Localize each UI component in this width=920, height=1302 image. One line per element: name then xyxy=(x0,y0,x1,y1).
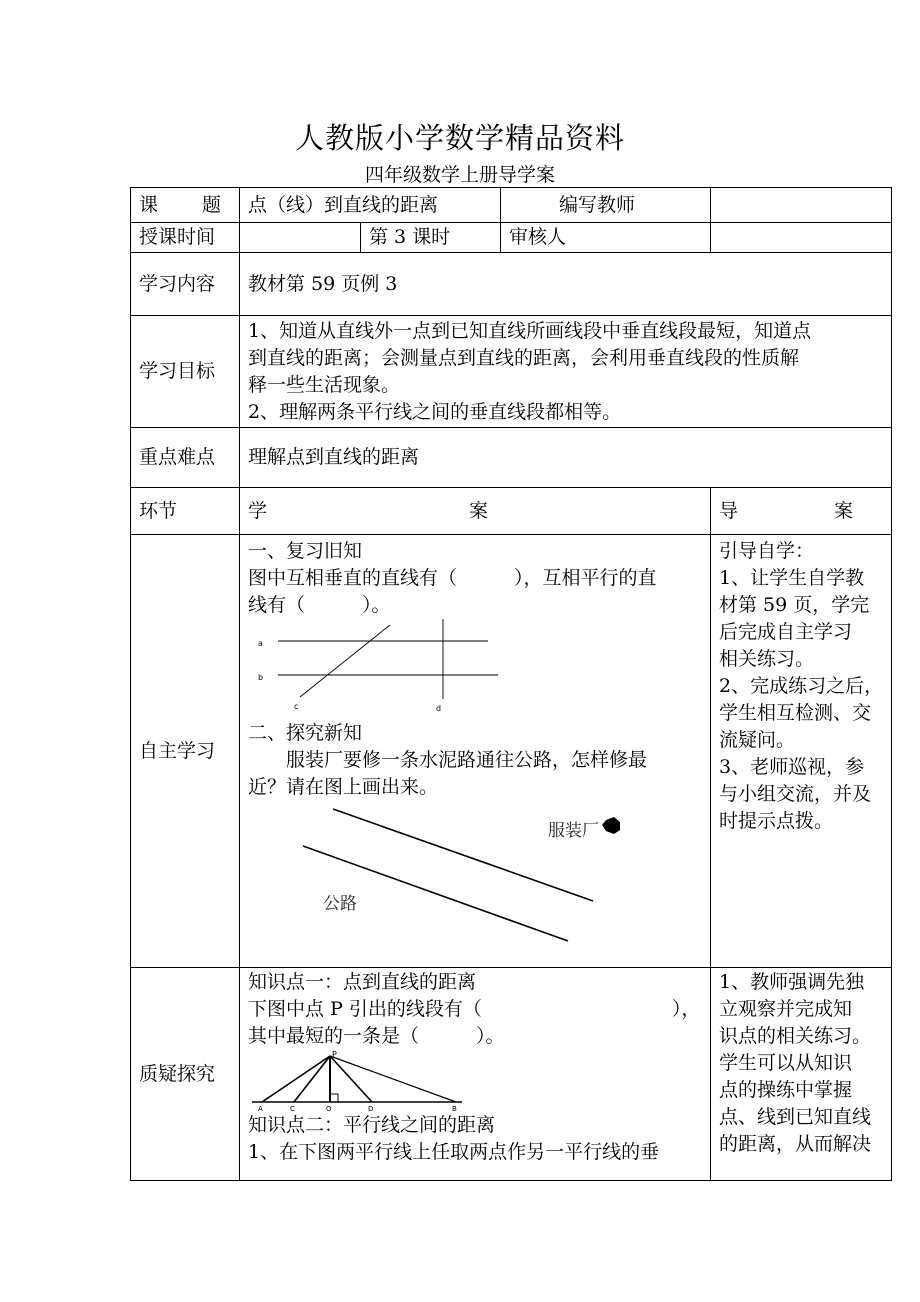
knowledge-point-2-question: 1、在下图两平行线上任取两点作另一平行线的垂 xyxy=(248,1141,660,1163)
self-study-label: 自主学习 xyxy=(131,535,240,968)
point-lines-figure xyxy=(248,1050,468,1112)
review-question: 图中互相垂直的直线有（ ），互相平行的直 xyxy=(248,567,657,589)
segment-pb xyxy=(330,1056,456,1102)
key-value: 理解点到直线的距离 xyxy=(240,428,892,488)
content-value: 教材第 59 页例 3 xyxy=(240,253,892,316)
factory-label: 服装厂 xyxy=(548,821,599,841)
study-header-char-2: 案 xyxy=(469,499,489,522)
guide-line: 学生相互检测、交 xyxy=(719,702,872,724)
guide-line: 材第 59 页，学完 xyxy=(719,594,870,616)
study-header-char-1: 学 xyxy=(248,499,268,522)
row-time xyxy=(131,223,892,253)
knowledge-point-2-title: 知识点二：平行线之间的距离 xyxy=(248,1114,496,1136)
guide-line: 后完成自主学习 xyxy=(719,621,853,643)
row-goals xyxy=(131,316,892,428)
inquiry-content xyxy=(240,968,711,1181)
guide-plan-header xyxy=(711,488,892,535)
key-label: 重点难点 xyxy=(131,428,240,488)
knowledge-point-1-title: 知识点一：点到直线的距离 xyxy=(248,971,477,993)
guide-line: 引导自学： xyxy=(719,540,815,562)
row-topic xyxy=(131,188,892,223)
time-label: 授课时间 xyxy=(131,223,240,253)
document-title: 人教版小学数学精品资料 xyxy=(294,121,625,155)
reviewer-label: 审核人 xyxy=(501,223,711,253)
label-c: C xyxy=(290,1105,295,1112)
explore-title: 二、探究新知 xyxy=(248,722,363,744)
reviewer-value xyxy=(711,223,892,253)
study-plan-header xyxy=(240,488,711,535)
lines-figure xyxy=(248,619,498,714)
label-b: B xyxy=(452,1105,457,1112)
guide-line: 识点的相关练习。 xyxy=(719,1025,872,1047)
line-c xyxy=(300,625,390,697)
label-c: c xyxy=(294,702,299,711)
inquiry-label: 质疑探究 xyxy=(131,968,240,1181)
segment-pc xyxy=(294,1056,330,1102)
author-label: 编写教师 xyxy=(501,188,711,223)
self-study-content xyxy=(240,535,711,968)
guide-line: 流疑问。 xyxy=(719,729,796,751)
knowledge-point-1-question: 其中最短的一条是（ ）。 xyxy=(248,1025,505,1047)
goal-line: 1、知道从直线外一点到已知直线所画线段中垂直线段最短，知道点 xyxy=(248,319,812,342)
guide-line: 的距离，从而解决 xyxy=(719,1133,872,1155)
row-section-head xyxy=(131,488,892,535)
guide-line: 1、教师强调先独 xyxy=(719,971,865,993)
explore-question: 服装厂要修一条水泥路通往公路，怎样修最 xyxy=(286,749,648,771)
label-d: d xyxy=(436,704,442,713)
guide-line: 与小组交流，并及 xyxy=(719,783,872,805)
topic-value: 点（线）到直线的距离 xyxy=(240,188,501,223)
time-value xyxy=(240,223,361,253)
explore-question: 近？请在图上画出来。 xyxy=(248,776,439,798)
row-content xyxy=(131,253,892,316)
document-subtitle: 四年级数学上册导学案 xyxy=(364,164,555,186)
guide-line: 3、老师巡视，参 xyxy=(719,756,865,778)
guide-line: 相关练习。 xyxy=(719,648,815,670)
author-value xyxy=(711,188,892,223)
goal-line: 释一些生活现象。 xyxy=(248,373,401,396)
guide-header-char-1: 导 xyxy=(719,499,739,522)
label-d: D xyxy=(368,1105,374,1112)
right-angle-mark-icon xyxy=(330,1094,338,1102)
label-p: P xyxy=(332,1050,337,1059)
topic-label: 课 题 xyxy=(131,188,240,223)
period-value: 第 3 课时 xyxy=(361,223,501,253)
segment-pd xyxy=(330,1056,372,1102)
label-a: a xyxy=(258,639,263,648)
goal-line: 2、理解两条平行线之间的垂直线段都相等。 xyxy=(248,400,622,423)
guide-line: 点、线到已知直线 xyxy=(719,1106,872,1128)
review-title: 一、复习旧知 xyxy=(248,540,363,562)
label-a: A xyxy=(258,1105,263,1112)
segment-pa xyxy=(262,1056,330,1102)
guide-header-char-2: 案 xyxy=(834,499,854,522)
label-o: O xyxy=(326,1105,332,1112)
row-inquiry xyxy=(131,968,892,1181)
guide-line: 1、让学生自学教 xyxy=(719,567,865,589)
goals-value xyxy=(240,316,892,428)
factory-dot-icon xyxy=(602,817,620,834)
guide-line: 时提示点拨。 xyxy=(719,810,834,832)
row-self-study xyxy=(131,535,892,968)
inquiry-guide xyxy=(711,968,892,1181)
row-key xyxy=(131,428,892,488)
knowledge-point-1-question: 下图中点 P 引出的线段有（ ）， xyxy=(248,998,701,1020)
road-figure xyxy=(248,801,708,959)
label-b: b xyxy=(258,673,264,682)
section-label: 环节 xyxy=(131,488,240,535)
guide-line: 2、完成练习之后， xyxy=(719,675,884,697)
self-study-guide xyxy=(711,535,892,968)
goals-label: 学习目标 xyxy=(131,316,240,428)
lesson-plan-table xyxy=(130,187,892,1181)
review-question: 线有（ ）。 xyxy=(248,594,391,616)
goal-line: 到直线的距离；会测量点到直线的距离，会利用垂直线段的性质解 xyxy=(248,346,800,369)
content-label: 学习内容 xyxy=(131,253,240,316)
guide-line: 点的操练中掌握 xyxy=(719,1079,853,1101)
road-label: 公路 xyxy=(323,894,357,914)
guide-line: 立观察并完成知 xyxy=(719,998,853,1020)
guide-line: 学生可以从知识 xyxy=(719,1052,853,1074)
